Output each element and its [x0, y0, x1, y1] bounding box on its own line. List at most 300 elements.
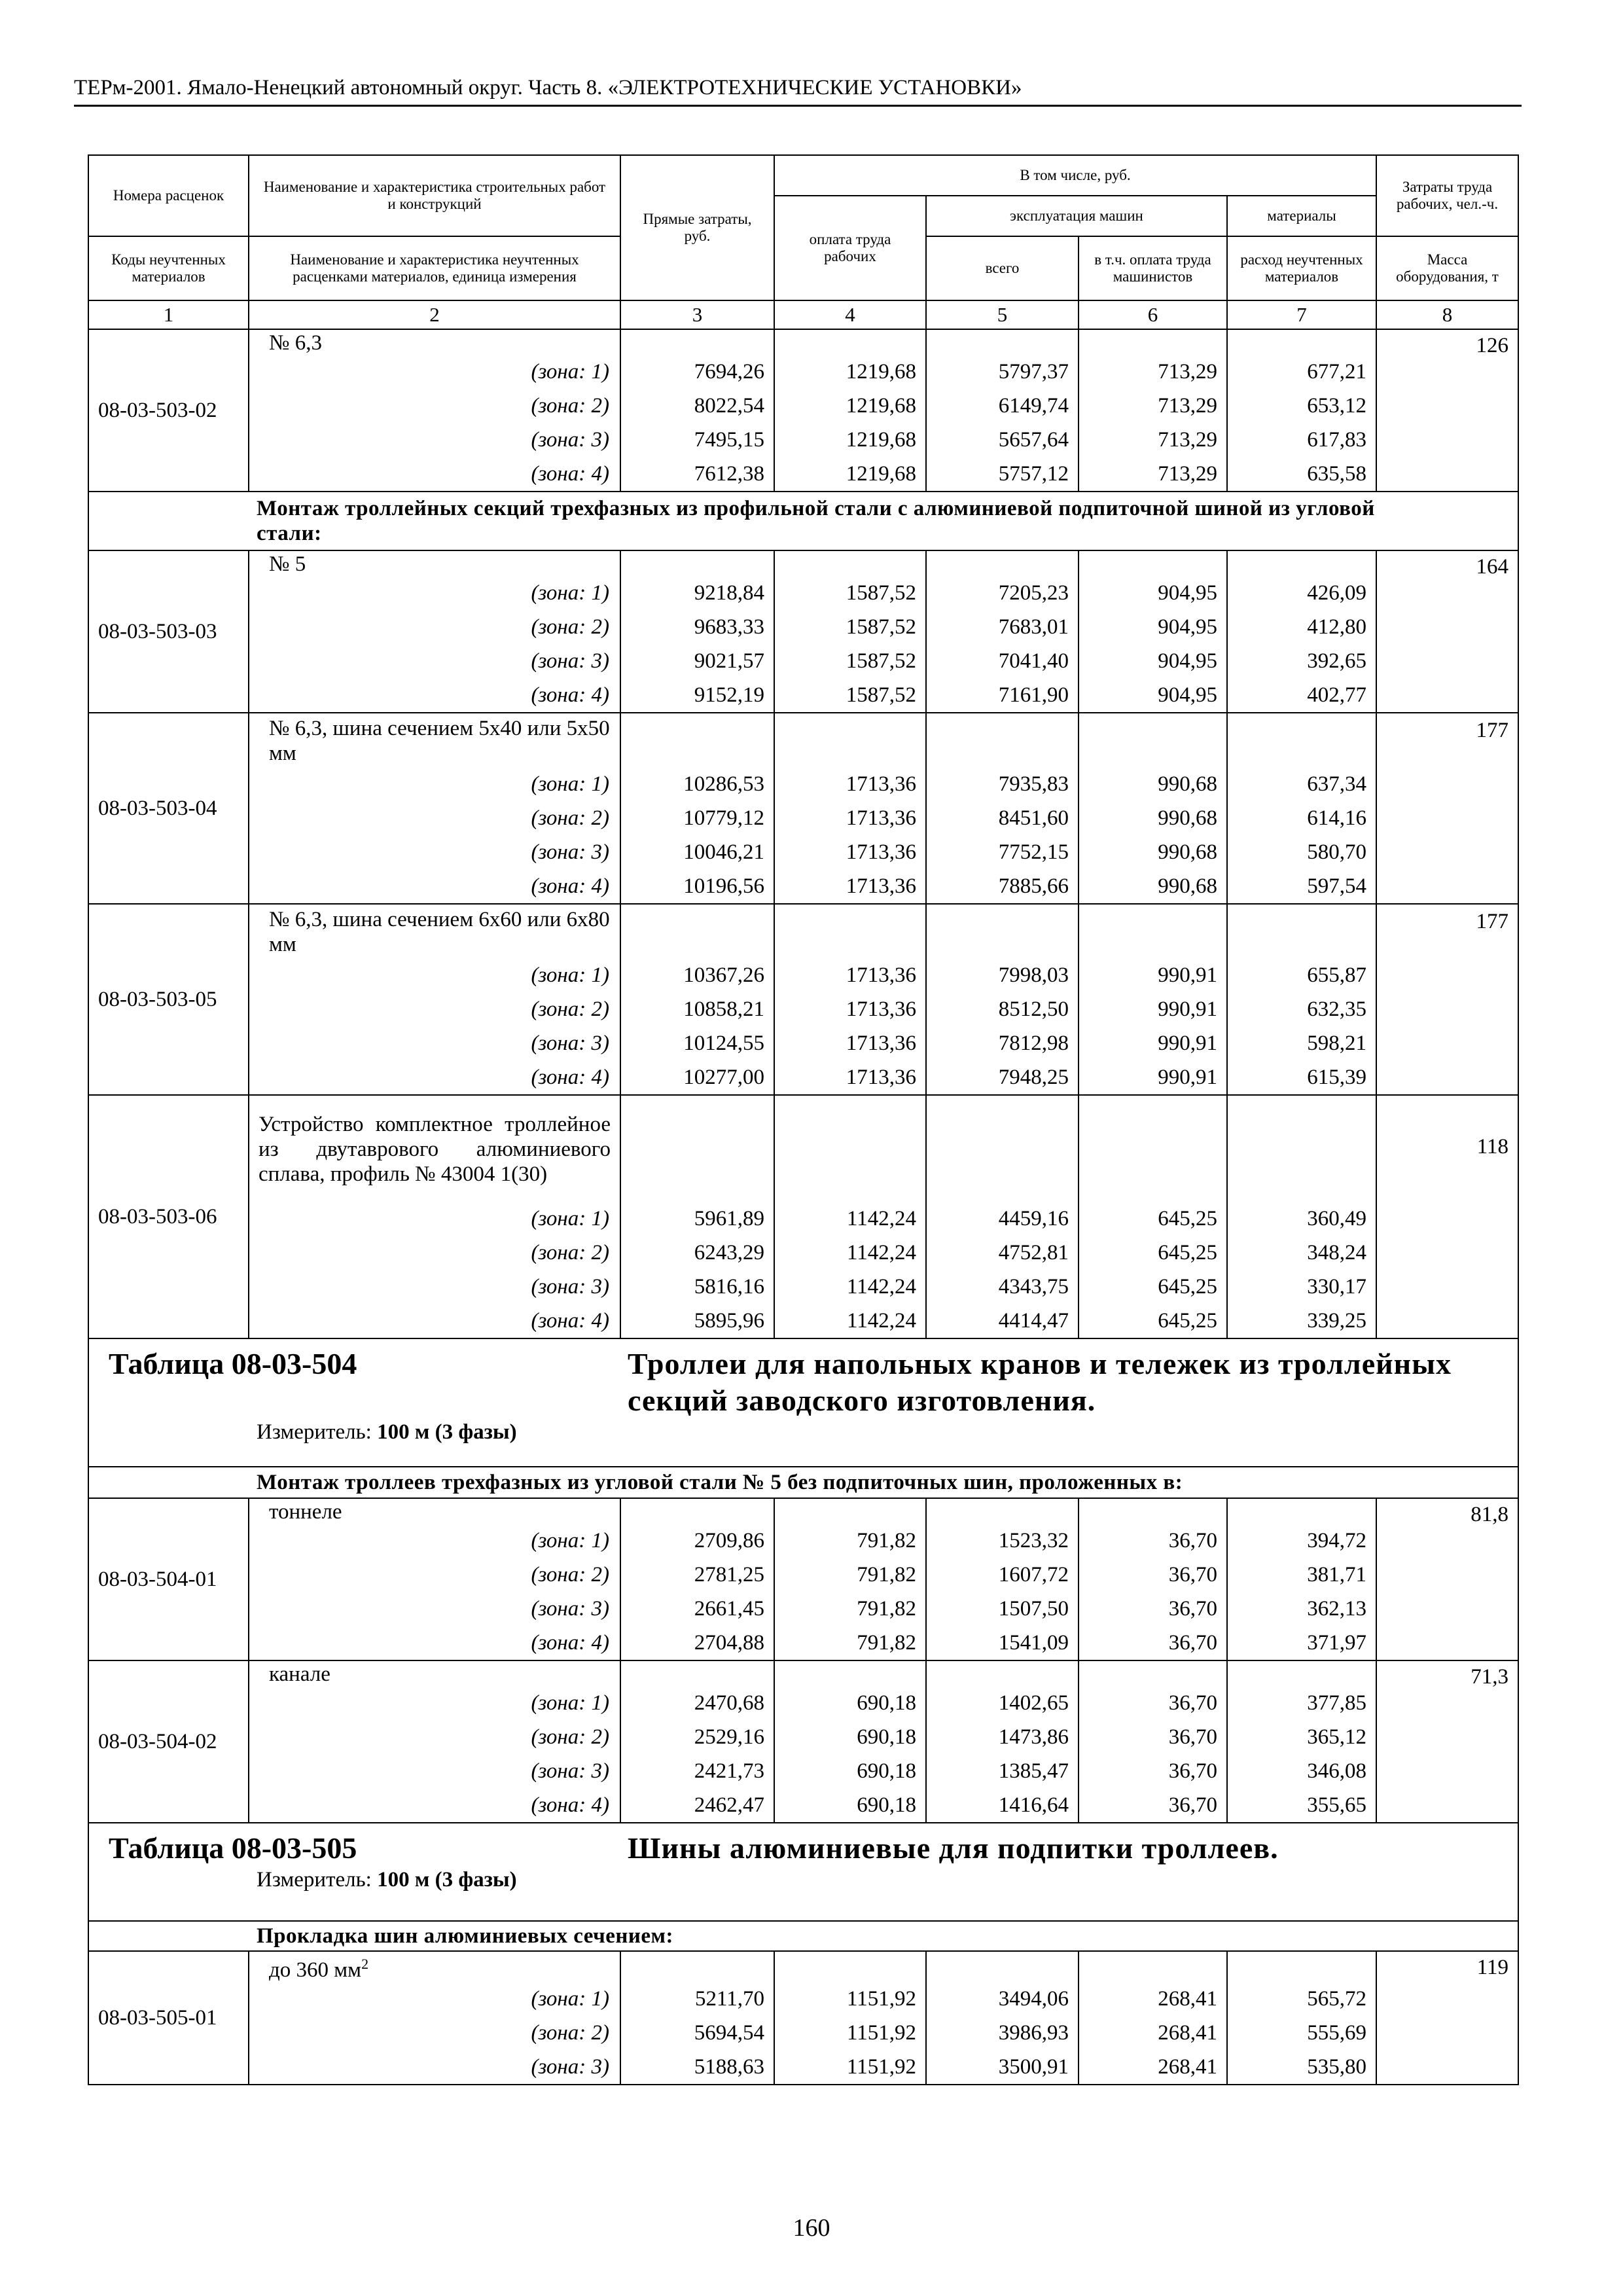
table-row — [88, 1721, 1518, 1755]
cost-value: 904,95 — [1079, 611, 1227, 645]
col-number: 7 — [1227, 300, 1376, 329]
labor-value: 177 — [1376, 713, 1518, 904]
zone-label: (зона: 1) — [249, 1524, 620, 1558]
zone-label: (зона: 2) — [249, 611, 620, 645]
table-row — [88, 1789, 1518, 1823]
cost-value: 990,91 — [1079, 1027, 1227, 1061]
cost-value: 5657,64 — [926, 423, 1079, 457]
cost-value: 348,24 — [1227, 1236, 1376, 1270]
cost-value: 36,70 — [1079, 1721, 1227, 1755]
cost-value: 713,29 — [1079, 389, 1227, 423]
col-header-materials-consumption: расход неучтенных материалов — [1227, 236, 1376, 300]
cost-value: 990,68 — [1079, 836, 1227, 870]
cost-value: 1713,36 — [774, 1061, 926, 1095]
zone-label: (зона: 2) — [249, 389, 620, 423]
empty-cell — [926, 1660, 1079, 1687]
table-row — [88, 1270, 1518, 1304]
cost-value: 9683,33 — [620, 611, 774, 645]
cost-value: 617,83 — [1227, 423, 1376, 457]
cost-value: 381,71 — [1227, 1558, 1376, 1592]
cost-value: 5895,96 — [620, 1304, 774, 1338]
cost-value: 10046,21 — [620, 836, 774, 870]
empty-cell — [1079, 904, 1227, 959]
cost-value: 5757,12 — [926, 457, 1079, 492]
cost-value: 1416,64 — [926, 1789, 1079, 1823]
zone-label: (зона: 3) — [249, 836, 620, 870]
labor-value: 81,8 — [1376, 1498, 1518, 1660]
empty-cell — [1227, 904, 1376, 959]
table-row — [88, 1626, 1518, 1660]
cost-value: 371,97 — [1227, 1626, 1376, 1660]
zone-label: (зона: 2) — [249, 2017, 620, 2051]
cost-value: 1507,50 — [926, 1592, 1079, 1626]
cost-value: 1587,52 — [774, 577, 926, 611]
cost-value: 330,17 — [1227, 1270, 1376, 1304]
cost-value: 6149,74 — [926, 389, 1079, 423]
col-header-including: В том числе, руб. — [774, 155, 1376, 196]
empty-cell — [620, 1095, 774, 1202]
measure-unit — [109, 1868, 1508, 1892]
zone-label: (зона: 1) — [249, 1982, 620, 2017]
cost-value: 791,82 — [774, 1524, 926, 1558]
cost-value: 713,29 — [1079, 457, 1227, 492]
cost-value: 645,25 — [1079, 1236, 1227, 1270]
empty-cell — [1227, 1951, 1376, 1982]
cost-value: 36,70 — [1079, 1755, 1227, 1789]
rate-name — [249, 1951, 620, 1982]
cost-value: 2661,45 — [620, 1592, 774, 1626]
cost-value: 1142,24 — [774, 1304, 926, 1338]
table-row — [88, 645, 1518, 679]
cost-value: 990,68 — [1079, 768, 1227, 802]
cost-value: 655,87 — [1227, 959, 1376, 993]
col-number: 5 — [926, 300, 1079, 329]
cost-value: 690,18 — [774, 1755, 926, 1789]
cost-value: 7812,98 — [926, 1027, 1079, 1061]
table-title-cell — [88, 1338, 1518, 1467]
cost-value: 3500,91 — [926, 2051, 1079, 2085]
col-number: 8 — [1376, 300, 1518, 329]
table-row — [88, 1202, 1518, 1236]
zone-label: (зона: 4) — [249, 679, 620, 713]
cost-value: 8451,60 — [926, 802, 1079, 836]
cost-value: 36,70 — [1079, 1592, 1227, 1626]
cost-value: 268,41 — [1079, 1982, 1227, 2017]
cost-value: 9152,19 — [620, 679, 774, 713]
section-heading: Монтаж троллейных секций трехфазных из профильной стали с алюминиевой подпиточной шиной из угловой стали: — [88, 492, 1518, 550]
cost-value: 9021,57 — [620, 645, 774, 679]
labor-value: 118 — [1376, 1095, 1518, 1338]
cost-value: 597,54 — [1227, 870, 1376, 904]
cost-value: 2781,25 — [620, 1558, 774, 1592]
section-row — [88, 1467, 1518, 1498]
col-header-wages: оплата труда рабочих — [774, 196, 926, 300]
empty-cell — [1227, 550, 1376, 577]
cost-value: 36,70 — [1079, 1558, 1227, 1592]
cost-value: 362,13 — [1227, 1592, 1376, 1626]
table-row — [88, 2017, 1518, 2051]
cost-value: 2470,68 — [620, 1687, 774, 1721]
table-number: Таблица 08-03-505 — [109, 1831, 357, 1865]
table-row — [88, 1027, 1518, 1061]
rate-code: 08-03-503-02 — [88, 329, 249, 492]
cost-value: 632,35 — [1227, 993, 1376, 1027]
rate-code: 08-03-503-04 — [88, 713, 249, 904]
zone-label: (зона: 4) — [249, 1789, 620, 1823]
cost-value: 598,21 — [1227, 1027, 1376, 1061]
cost-value: 4752,81 — [926, 1236, 1079, 1270]
col-number: 1 — [88, 300, 249, 329]
table-name: Шины алюминиевые для подпитки троллеев. — [628, 1831, 1279, 1865]
cost-value: 1587,52 — [774, 679, 926, 713]
table-row — [88, 1304, 1518, 1338]
cost-value: 677,21 — [1227, 355, 1376, 389]
table-row — [88, 2051, 1518, 2085]
zone-label: (зона: 3) — [249, 1270, 620, 1304]
table-row — [88, 550, 1518, 577]
cost-value: 339,25 — [1227, 1304, 1376, 1338]
empty-cell — [774, 1951, 926, 1982]
zone-label: (зона: 2) — [249, 1236, 620, 1270]
empty-cell — [1227, 1498, 1376, 1524]
cost-value: 5816,16 — [620, 1270, 774, 1304]
table-row — [88, 768, 1518, 802]
cost-value: 5188,63 — [620, 2051, 774, 2085]
cost-value: 904,95 — [1079, 577, 1227, 611]
zone-label: (зона: 2) — [249, 1558, 620, 1592]
cost-value: 1402,65 — [926, 1687, 1079, 1721]
cost-value: 990,91 — [1079, 959, 1227, 993]
empty-cell — [620, 1660, 774, 1687]
table-row — [88, 904, 1518, 959]
cost-value: 637,34 — [1227, 768, 1376, 802]
cost-value: 36,70 — [1079, 1687, 1227, 1721]
empty-cell — [926, 1498, 1079, 1524]
cost-value: 635,58 — [1227, 457, 1376, 492]
measure-value: 100 м (3 фазы) — [377, 1868, 517, 1892]
table-row — [88, 1524, 1518, 1558]
zone-label: (зона: 1) — [249, 768, 620, 802]
table-number: Таблица 08-03-504 — [109, 1347, 357, 1380]
cost-value: 8022,54 — [620, 389, 774, 423]
table-row — [88, 389, 1518, 423]
cost-value: 1713,36 — [774, 870, 926, 904]
cost-value: 1587,52 — [774, 611, 926, 645]
empty-cell — [774, 904, 926, 959]
cost-value: 1151,92 — [774, 2051, 926, 2085]
cost-value: 990,91 — [1079, 1061, 1227, 1095]
zone-label: (зона: 4) — [249, 1626, 620, 1660]
table-title-row — [88, 1338, 1518, 1467]
zone-label: (зона: 4) — [249, 457, 620, 492]
col-header-equipment-mass: Масса оборудования, т — [1376, 236, 1518, 300]
table-row — [88, 457, 1518, 492]
rate-code: 08-03-503-05 — [88, 904, 249, 1095]
labor-value: 119 — [1376, 1951, 1518, 2085]
rate-code: 08-03-505-01 — [88, 1951, 249, 2085]
cost-value: 10779,12 — [620, 802, 774, 836]
labor-value: 177 — [1376, 904, 1518, 1095]
zone-label: (зона: 2) — [249, 1721, 620, 1755]
empty-cell — [620, 1498, 774, 1524]
cost-value: 1587,52 — [774, 645, 926, 679]
empty-cell — [926, 904, 1079, 959]
table-row — [88, 713, 1518, 768]
cost-value: 7998,03 — [926, 959, 1079, 993]
cost-value: 791,82 — [774, 1592, 926, 1626]
cost-value: 1142,24 — [774, 1202, 926, 1236]
zone-label: (зона: 3) — [249, 1027, 620, 1061]
rate-name: № 6,3, шина сечением 5х40 или 5х50 мм — [249, 713, 620, 768]
cost-value: 4459,16 — [926, 1202, 1079, 1236]
table-row — [88, 679, 1518, 713]
rate-name: тоннеле — [249, 1498, 620, 1524]
cost-value: 355,65 — [1227, 1789, 1376, 1823]
cost-value: 1151,92 — [774, 1982, 926, 2017]
cost-value: 2704,88 — [620, 1626, 774, 1660]
empty-cell — [774, 550, 926, 577]
cost-value: 1473,86 — [926, 1721, 1079, 1755]
cost-value: 565,72 — [1227, 1982, 1376, 2017]
empty-cell — [1079, 1951, 1227, 1982]
measure-label: Измеритель: — [257, 1868, 372, 1892]
cost-value: 3986,93 — [926, 2017, 1079, 2051]
table-row — [88, 959, 1518, 993]
table-row — [88, 1236, 1518, 1270]
empty-cell — [1079, 1498, 1227, 1524]
cost-value: 2529,16 — [620, 1721, 774, 1755]
cost-value: 36,70 — [1079, 1626, 1227, 1660]
cost-value: 5797,37 — [926, 355, 1079, 389]
col-number: 6 — [1079, 300, 1227, 329]
cost-value: 1713,36 — [774, 768, 926, 802]
col-header-machines-total: всего — [926, 236, 1079, 300]
cost-value: 10367,26 — [620, 959, 774, 993]
cost-value: 1713,36 — [774, 993, 926, 1027]
cost-value: 535,80 — [1227, 2051, 1376, 2085]
empty-cell — [620, 550, 774, 577]
rates-table — [88, 154, 1519, 2085]
cost-value: 580,70 — [1227, 836, 1376, 870]
cost-value: 1713,36 — [774, 959, 926, 993]
cost-value: 990,91 — [1079, 993, 1227, 1027]
rate-name: № 6,3 — [249, 329, 620, 355]
cost-value: 1219,68 — [774, 457, 926, 492]
table-row — [88, 577, 1518, 611]
cost-value: 10286,53 — [620, 768, 774, 802]
cost-value: 1607,72 — [926, 1558, 1079, 1592]
empty-cell — [620, 904, 774, 959]
cost-value: 2709,86 — [620, 1524, 774, 1558]
rate-name: № 6,3, шина сечением 6х60 или 6х80 мм — [249, 904, 620, 959]
cost-value: 555,69 — [1227, 2017, 1376, 2051]
cost-value: 7935,83 — [926, 768, 1079, 802]
empty-cell — [1079, 713, 1227, 768]
col-header-work-name: Наименование и характеристика строительных работ и конструкций — [249, 155, 620, 236]
table-row — [88, 1687, 1518, 1721]
cost-value: 1142,24 — [774, 1236, 926, 1270]
empty-cell — [620, 1951, 774, 1982]
cost-value: 904,95 — [1079, 679, 1227, 713]
col-header-labor: Затраты труда рабочих, чел.-ч. — [1376, 155, 1518, 236]
measure-unit — [109, 1420, 1508, 1444]
cost-value: 426,09 — [1227, 577, 1376, 611]
cost-value: 4414,47 — [926, 1304, 1079, 1338]
col-number: 3 — [620, 300, 774, 329]
table-row — [88, 870, 1518, 904]
cost-value: 990,68 — [1079, 802, 1227, 836]
cost-value: 5211,70 — [620, 1982, 774, 2017]
empty-cell — [926, 713, 1079, 768]
section-row — [88, 492, 1518, 550]
cost-value: 2462,47 — [620, 1789, 774, 1823]
zone-label: (зона: 4) — [249, 870, 620, 904]
empty-cell — [774, 1660, 926, 1687]
zone-label: (зона: 2) — [249, 802, 620, 836]
empty-cell — [1079, 1095, 1227, 1202]
table-row — [88, 1755, 1518, 1789]
cost-value: 268,41 — [1079, 2051, 1227, 2085]
page-number: 160 — [793, 2214, 830, 2242]
zone-label: (зона: 3) — [249, 1592, 620, 1626]
cost-value: 9218,84 — [620, 577, 774, 611]
cost-value: 7205,23 — [926, 577, 1079, 611]
zone-label: (зона: 4) — [249, 1061, 620, 1095]
rate-code: 08-03-504-02 — [88, 1660, 249, 1823]
empty-cell — [926, 329, 1079, 355]
rate-code: 08-03-503-06 — [88, 1095, 249, 1338]
cost-value: 3494,06 — [926, 1982, 1079, 2017]
cost-value: 645,25 — [1079, 1270, 1227, 1304]
cost-value: 1151,92 — [774, 2017, 926, 2051]
empty-cell — [1079, 1660, 1227, 1687]
empty-cell — [620, 329, 774, 355]
cost-value: 1713,36 — [774, 802, 926, 836]
zone-label: (зона: 3) — [249, 1755, 620, 1789]
cost-value: 904,95 — [1079, 645, 1227, 679]
empty-cell — [1227, 1095, 1376, 1202]
rate-name-text: до 360 мм — [269, 1958, 362, 1982]
col-number: 2 — [249, 300, 620, 329]
cost-value: 10277,00 — [620, 1061, 774, 1095]
cost-value: 10124,55 — [620, 1027, 774, 1061]
cost-value: 360,49 — [1227, 1202, 1376, 1236]
cost-value: 713,29 — [1079, 355, 1227, 389]
zone-label: (зона: 1) — [249, 959, 620, 993]
cost-value: 653,12 — [1227, 389, 1376, 423]
page-header: ТЕРм-2001. Ямало-Ненецкий автономный округ. Часть 8. «ЭЛЕКТРОТЕХНИЧЕСКИЕ УСТАНОВКИ» — [74, 73, 1522, 107]
empty-cell — [1079, 550, 1227, 577]
table-row — [88, 423, 1518, 457]
cost-value: 645,25 — [1079, 1304, 1227, 1338]
labor-value: 126 — [1376, 329, 1518, 492]
table-row — [88, 993, 1518, 1027]
cost-value: 1219,68 — [774, 355, 926, 389]
table-row — [88, 1498, 1518, 1524]
cost-value: 713,29 — [1079, 423, 1227, 457]
cost-value: 7752,15 — [926, 836, 1079, 870]
cost-value: 791,82 — [774, 1626, 926, 1660]
empty-cell — [1079, 329, 1227, 355]
rate-name: № 5 — [249, 550, 620, 577]
cost-value: 7683,01 — [926, 611, 1079, 645]
empty-cell — [926, 1095, 1079, 1202]
cost-value: 791,82 — [774, 1558, 926, 1592]
empty-cell — [620, 713, 774, 768]
cost-value: 10196,56 — [620, 870, 774, 904]
table-row — [88, 1951, 1518, 1982]
zone-label: (зона: 3) — [249, 645, 620, 679]
cost-value: 1385,47 — [926, 1755, 1079, 1789]
cost-value: 645,25 — [1079, 1202, 1227, 1236]
cost-value: 7041,40 — [926, 645, 1079, 679]
table-row — [88, 355, 1518, 389]
measure-label: Измеритель: — [257, 1420, 372, 1444]
zone-label: (зона: 1) — [249, 577, 620, 611]
rate-code: 08-03-503-03 — [88, 550, 249, 713]
zone-label: (зона: 3) — [249, 2051, 620, 2085]
rate-name: канале — [249, 1660, 620, 1687]
zone-label: (зона: 2) — [249, 993, 620, 1027]
empty-cell — [926, 550, 1079, 577]
table-title-block — [109, 1830, 1508, 1867]
cost-value: 365,12 — [1227, 1721, 1376, 1755]
cost-value: 346,08 — [1227, 1755, 1376, 1789]
table-row — [88, 1660, 1518, 1687]
cost-value: 10858,21 — [620, 993, 774, 1027]
cost-value: 8512,50 — [926, 993, 1079, 1027]
empty-cell — [1227, 1660, 1376, 1687]
empty-cell — [1227, 713, 1376, 768]
zone-label: (зона: 3) — [249, 423, 620, 457]
rate-code: 08-03-504-01 — [88, 1498, 249, 1660]
cost-value: 412,80 — [1227, 611, 1376, 645]
cost-value: 268,41 — [1079, 2017, 1227, 2051]
cost-value: 1219,68 — [774, 389, 926, 423]
cost-value: 614,16 — [1227, 802, 1376, 836]
table-row — [88, 1592, 1518, 1626]
table-row — [88, 1061, 1518, 1095]
section-row — [88, 1921, 1518, 1951]
table-row — [88, 611, 1518, 645]
cost-value: 402,77 — [1227, 679, 1376, 713]
section-heading: Прокладка шин алюминиевых сечением: — [88, 1921, 1518, 1951]
cost-value: 377,85 — [1227, 1687, 1376, 1721]
cost-value: 990,68 — [1079, 870, 1227, 904]
col-header-material-codes: Коды неучтенных материалов — [88, 236, 249, 300]
rate-name: Устройство комплектное троллейное из двутаврового алюминиевого сплава, профиль № 43004 1(30) — [249, 1095, 620, 1202]
empty-cell — [774, 329, 926, 355]
cost-value: 1142,24 — [774, 1270, 926, 1304]
empty-cell — [774, 713, 926, 768]
cost-value: 5961,89 — [620, 1202, 774, 1236]
labor-value: 71,3 — [1376, 1660, 1518, 1823]
cost-value: 7694,26 — [620, 355, 774, 389]
section-heading: Монтаж троллеев трехфазных из угловой стали № 5 без подпиточных шин, проложенных в: — [88, 1467, 1518, 1498]
empty-cell — [774, 1498, 926, 1524]
cost-value: 7885,66 — [926, 870, 1079, 904]
empty-cell — [926, 1951, 1079, 1982]
table-row — [88, 1982, 1518, 2017]
zone-label: (зона: 1) — [249, 1687, 620, 1721]
cost-value: 394,72 — [1227, 1524, 1376, 1558]
zone-label: (зона: 4) — [249, 1304, 620, 1338]
cost-value: 1713,36 — [774, 1027, 926, 1061]
table-row — [88, 802, 1518, 836]
cost-value: 7161,90 — [926, 679, 1079, 713]
table-row — [88, 1558, 1518, 1592]
col-header-direct-costs: Прямые затраты, руб. — [620, 155, 774, 300]
